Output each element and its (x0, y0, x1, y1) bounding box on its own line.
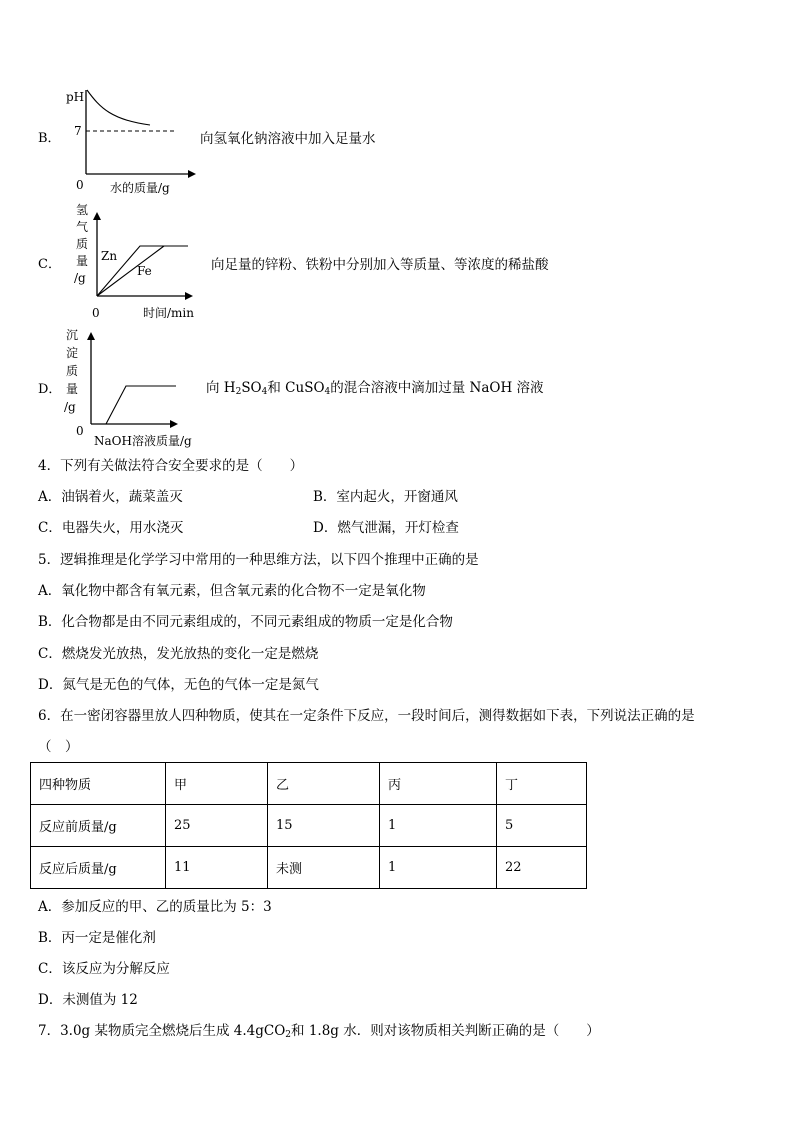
table-cell: 未测 (268, 847, 380, 889)
y-label-char-4: 量 (66, 382, 79, 396)
q5-option-c: C．燃烧发光放热，发光放热的变化一定是燃烧 (38, 646, 319, 662)
x-label: NaOH溶液质量/g (94, 434, 192, 448)
ph-curve (87, 90, 150, 125)
x-axis-arrow (170, 420, 178, 428)
table-cell: 5 (497, 805, 587, 847)
x-label: 时间/min (143, 306, 194, 320)
x-axis-arrow (188, 170, 196, 178)
option-c-text: 向足量的锌粉、铁粉中分别加入等质量、等浓度的稀盐酸 (211, 257, 549, 273)
table-cell: 1 (380, 805, 497, 847)
table-cell: 22 (497, 847, 587, 889)
y-label-char-1: 沉 (66, 328, 79, 342)
option-c-chart (60, 200, 210, 324)
q6-stem: 6．在一密闭容器里放人四种物质，使其在一定条件下反应，一段时间后，测得数据如下表，下列说法正确的是 (38, 708, 695, 724)
y-label-char-1: 氢 (76, 203, 89, 217)
q6-option-d: D．未测值为 12 (38, 992, 138, 1008)
y-label-char-5: /g (64, 400, 76, 414)
q5-option-b: B．化合物都是由不同元素组成的，不同元素组成的物质一定是化合物 (38, 614, 453, 630)
table-cell: 甲 (166, 763, 268, 805)
option-d-chart (60, 324, 220, 452)
table-row (31, 847, 587, 889)
origin-label: 0 (92, 306, 100, 320)
y-tick-7: 7 (74, 124, 82, 138)
x-label: 水的质量/g (110, 181, 170, 195)
q4-option-b: B．室内起火，开窗通风 (313, 489, 458, 505)
table-cell: 1 (380, 847, 497, 889)
q4-option-c: C．电器失火，用水浇灭 (38, 520, 184, 536)
series-zn-label: Zn (101, 249, 118, 263)
table-cell: 反应前质量/g (31, 805, 166, 847)
table-cell: 乙 (268, 763, 380, 805)
y-label-char-5: /g (74, 271, 86, 285)
y-label-char-2: 气 (76, 220, 89, 234)
table-cell: 丙 (380, 763, 497, 805)
q6-option-a: A．参加反应的甲、乙的质量比为 5：3 (38, 899, 272, 915)
q6-stem-continuation: （ ） (38, 739, 79, 755)
option-d-text: 向 $H_2SO_4$和 CuSO$_4$的混合溶液中滴加过量 NaOH 溶液 (206, 380, 544, 397)
option-d-label: D． (38, 382, 62, 397)
option-b-label: B． (38, 131, 61, 146)
q5-stem: 5．逻辑推理是化学学习中常用的一种思维方法，以下四个推理中正确的是 (38, 552, 479, 568)
x-axis-arrow (185, 292, 193, 300)
table-cell: 11 (166, 847, 268, 889)
y-label-char-2: 淀 (66, 346, 79, 360)
q6-option-c: C．该反应为分解反应 (38, 961, 170, 977)
origin-label: 0 (76, 424, 84, 438)
y-axis-arrow (87, 332, 95, 340)
option-c-label: C． (38, 257, 61, 272)
y-label: pH (66, 90, 85, 104)
table-cell: 25 (166, 805, 268, 847)
y-axis-arrow (93, 212, 101, 220)
q4-stem: 4．下列有关做法符合安全要求的是（ ） (38, 458, 304, 474)
y-label-char-3: 质 (76, 237, 89, 251)
q7-stem: 7．3.0g 某物质完全燃烧后生成 4.4gCO$_2$和 1.8g 水．则对该物质相关判断正确的是（ ） (38, 1023, 600, 1040)
y-label-char-3: 质 (66, 364, 79, 378)
origin-label: 0 (76, 178, 84, 192)
table-cell: 四种物质 (31, 763, 166, 805)
q6-data-table (30, 762, 587, 889)
y-label-char-4: 量 (76, 254, 89, 268)
table-row (31, 763, 587, 805)
precipitate-line (106, 386, 176, 424)
table-cell: 反应后质量/g (31, 847, 166, 889)
series-fe-label: Fe (137, 264, 152, 278)
q6-option-b: B．丙一定是催化剂 (38, 930, 156, 946)
q5-option-a: A．氧化物中都含有氧元素，但含氧元素的化合物不一定是氧化物 (38, 583, 426, 599)
q5-option-d: D．氮气是无色的气体，无色的气体一定是氮气 (38, 677, 319, 693)
option-b-text: 向氢氧化钠溶液中加入足量水 (200, 131, 376, 147)
q4-option-d: D．燃气泄漏，开灯检查 (313, 520, 459, 536)
q4-option-a: A．油锅着火，蔬菜盖灭 (38, 489, 183, 505)
option-b-chart (60, 88, 200, 198)
table-cell: 丁 (497, 763, 587, 805)
table-cell: 15 (268, 805, 380, 847)
table-row (31, 805, 587, 847)
